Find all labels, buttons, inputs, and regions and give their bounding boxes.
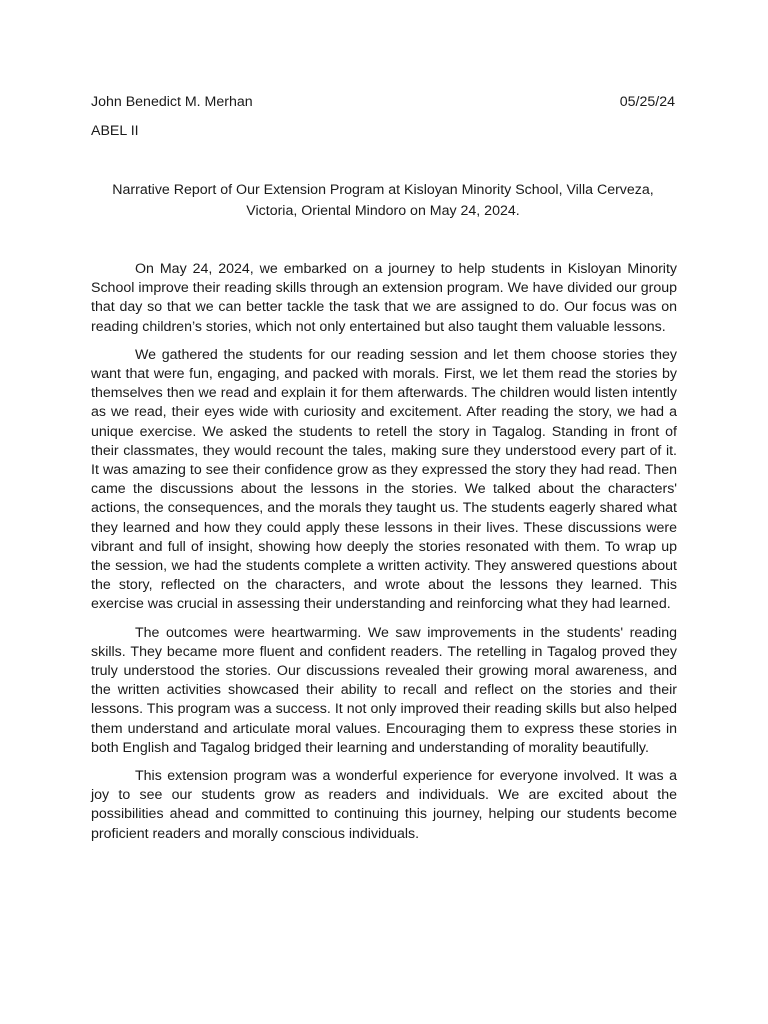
course-section: ABEL II	[91, 123, 139, 139]
paragraph: This extension program was a wonderful experience for everyone involved. It was a joy to see our students grow as readers and individuals. We are excited about the possibilities ahead and committed to continuing this journey, helping our students become proficient readers and morally conscious individuals.	[91, 768, 677, 842]
report-body	[91, 260, 677, 853]
header-row	[91, 93, 675, 112]
report-date: 05/25/24	[619, 94, 675, 110]
paragraph: We gathered the students for our reading session and let them choose stories they want that were fun, engaging, and packed with morals. First, we let them read the stories by themselves then we read and explain it for them afterwards. The children would listen intently as we read, their eyes wide with curiosity and excitement. After reading the story, we had a unique exercise. We asked the students to retell the story in Tagalog. Standing in front of their classmates, they would recount the tales, making sure they understood every part of it. It was amazing to see their confidence grow as they expressed the story they had read. Then came the discussions about the lessons in the stories. We talked about the characters' actions, the consequences, and the morals they taught us. The students eagerly shared what they learned and how they could apply these lessons in their lives. These discussions were vibrant and full of insight, showing how deeply the stories resonated with them. To wrap up the session, we had the students complete a written activity. They answered questions about the story, reflected on the characters, and wrote about the lessons they learned. This exercise was crucial in assessing their understanding and reinforcing what they had learned.	[91, 346, 677, 613]
paragraph: On May 24, 2024, we embarked on a journey to help students in Kisloyan Minority School improve their reading skills through an extension program. We have divided our group that day so that we can better tackle the task that we are assigned to do. Our focus was on reading children’s stories, which not only entertained but also taught them valuable lessons.	[91, 261, 677, 335]
author-name: John Benedict M. Merhan	[91, 94, 253, 110]
report-title: Narrative Report of Our Extension Program at Kisloyan Minority School, Villa Cerveza, Victoria, Oriental Mindoro on May 24, 2024.	[112, 182, 654, 219]
paragraph: The outcomes were heartwarming. We saw improvements in the students' reading skills. They became more fluent and confident readers. The retelling in Tagalog proved they truly understood the stories. Our discussions revealed their growing moral awareness, and the written activities showcased their ability to recall and reflect on the stories and their lessons. This program was a success. It not only improved their reading skills but also helped them understand and articulate moral values. Encouraging them to express these stories in both English and Tagalog bridged their learning and understanding of morality beautifully.	[91, 624, 677, 756]
